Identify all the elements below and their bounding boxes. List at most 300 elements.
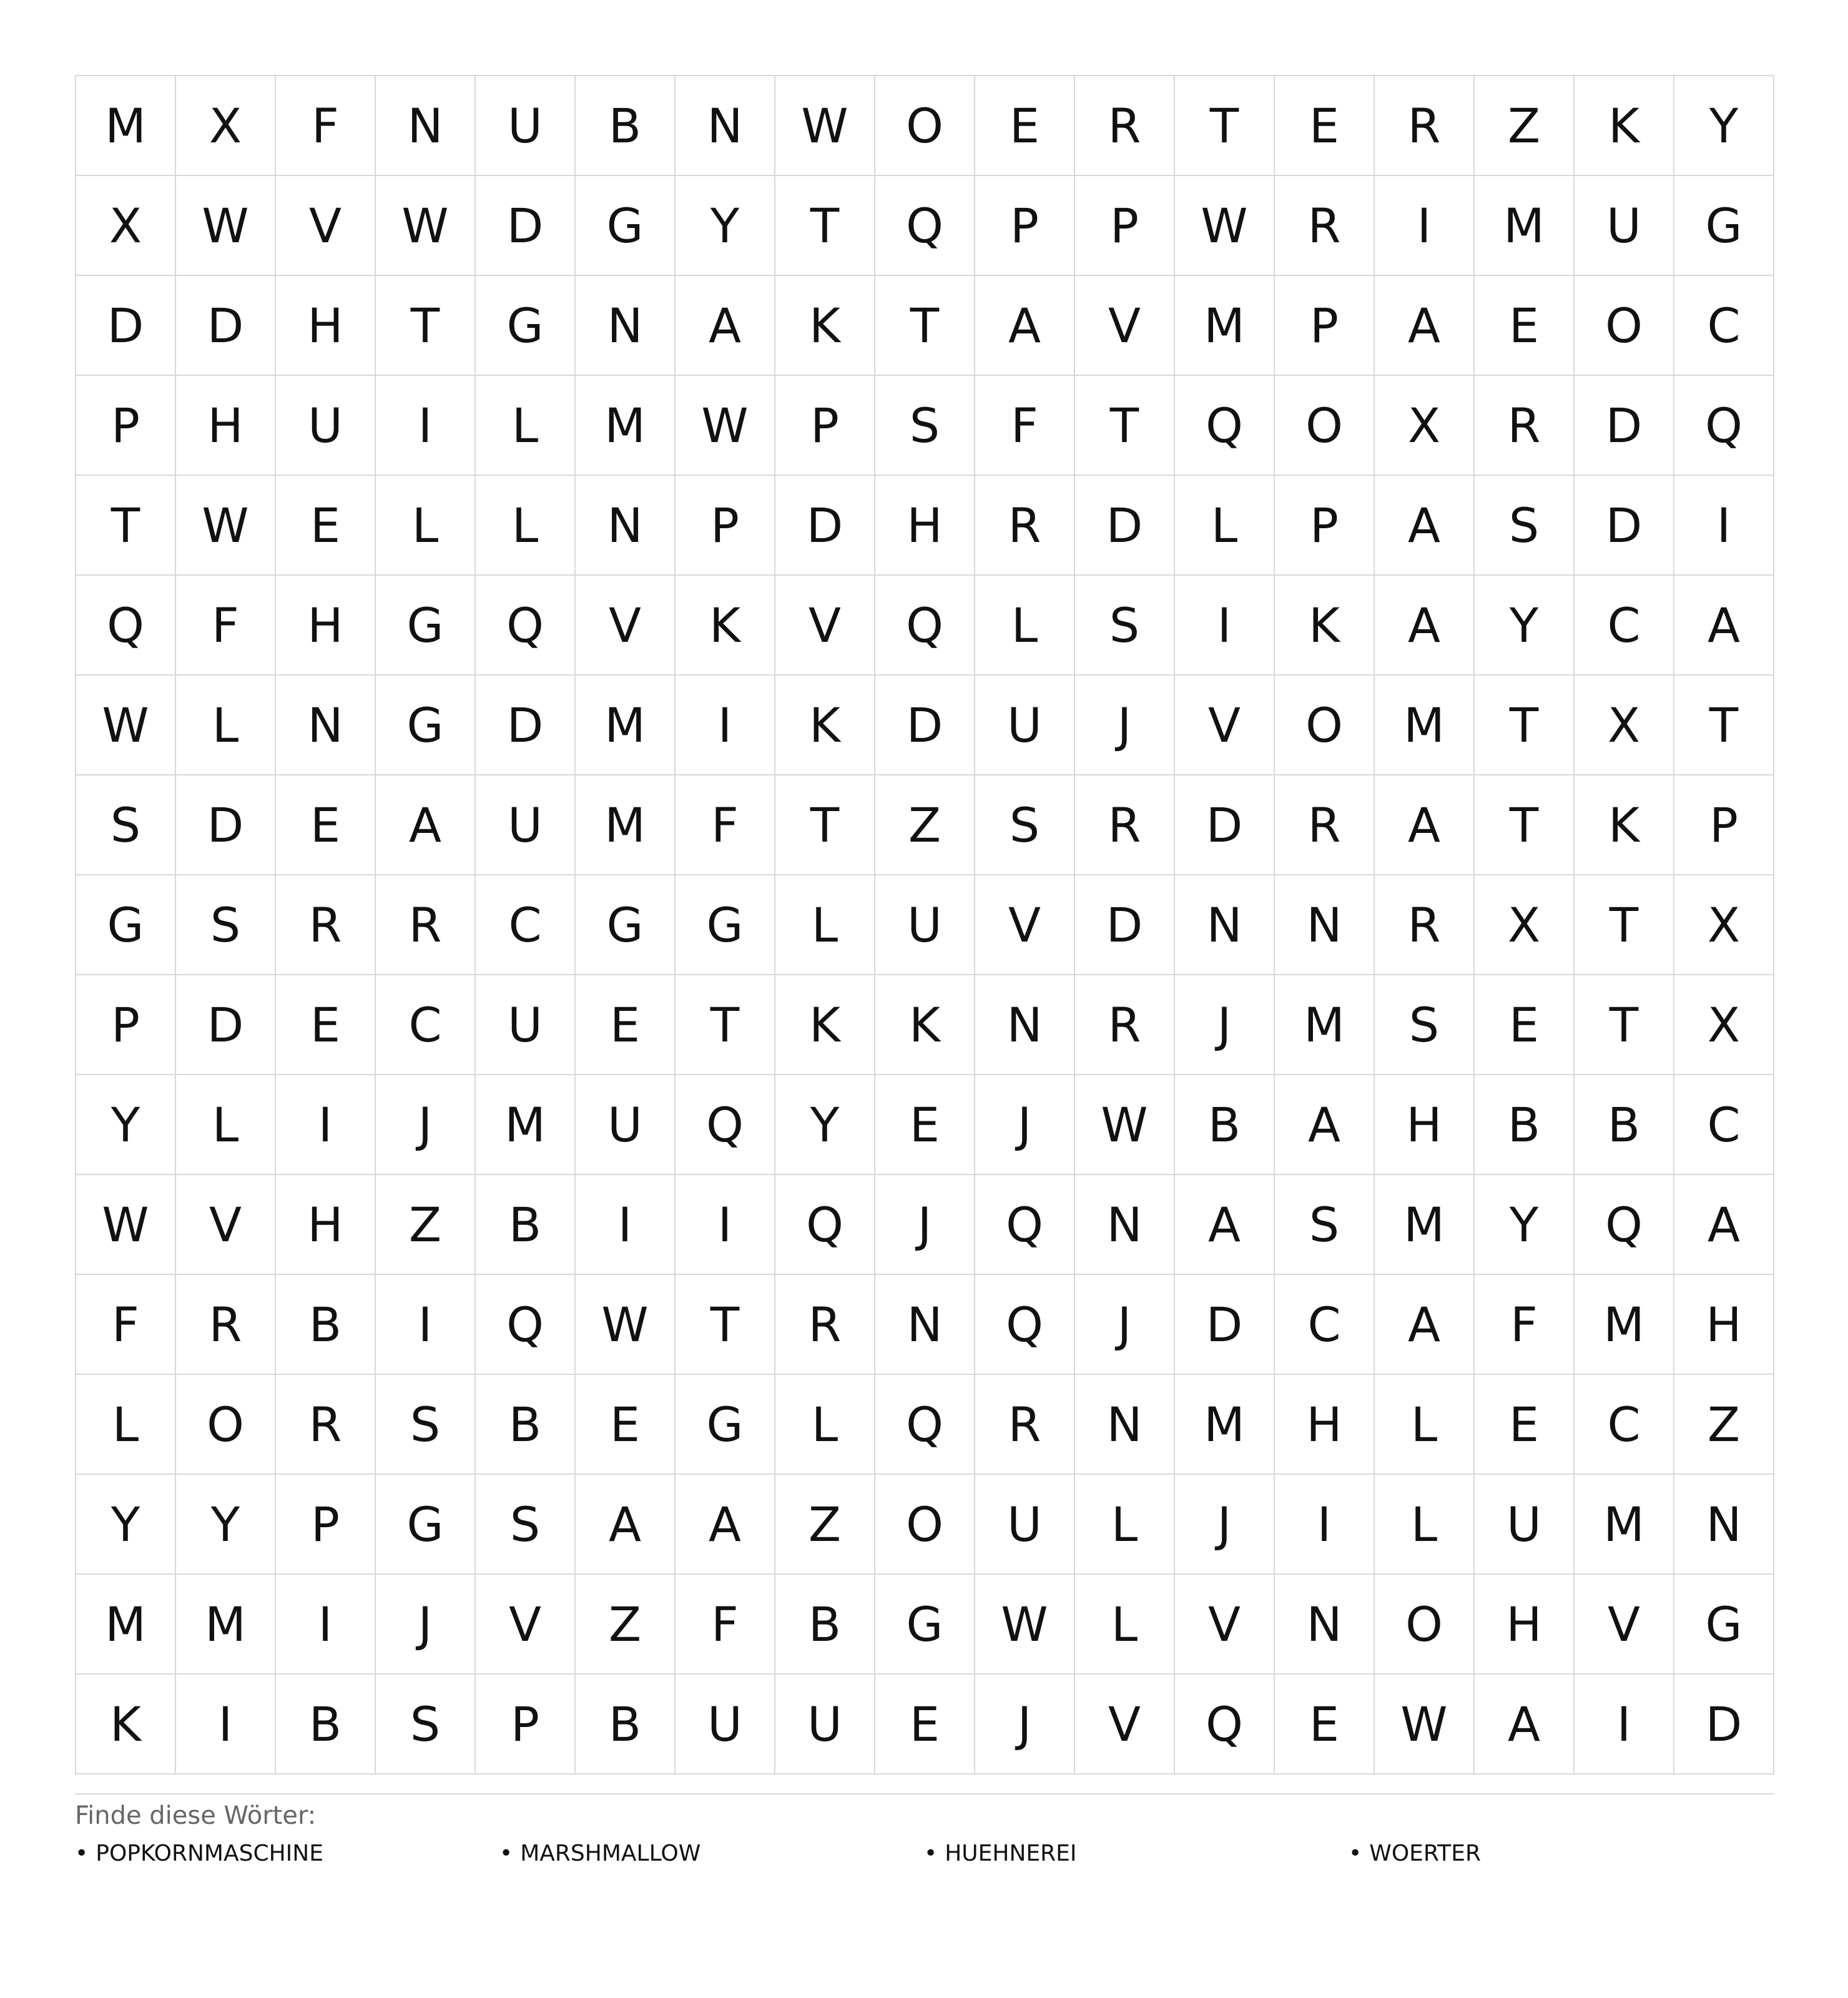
- grid-cell[interactable]: N: [676, 76, 775, 176]
- grid-cell[interactable]: C: [476, 875, 576, 975]
- grid-cell[interactable]: R: [775, 1275, 875, 1375]
- grid-cell[interactable]: A: [1375, 276, 1475, 376]
- grid-cell[interactable]: D: [176, 975, 276, 1075]
- grid-cell[interactable]: O: [1275, 676, 1375, 775]
- grid-cell[interactable]: G: [875, 1575, 975, 1675]
- grid-cell[interactable]: S: [875, 376, 975, 476]
- grid-cell[interactable]: D: [1575, 476, 1674, 576]
- grid-cell[interactable]: D: [875, 676, 975, 775]
- grid-cell[interactable]: E: [975, 76, 1075, 176]
- grid-cell[interactable]: I: [1674, 476, 1774, 576]
- grid-cell[interactable]: H: [176, 376, 276, 476]
- grid-cell[interactable]: U: [476, 975, 576, 1075]
- grid-cell[interactable]: P: [676, 476, 775, 576]
- grid-cell[interactable]: T: [1175, 76, 1275, 176]
- grid-cell[interactable]: B: [775, 1575, 875, 1675]
- grid-cell[interactable]: Q: [875, 576, 975, 676]
- grid-cell[interactable]: T: [76, 476, 176, 576]
- grid-cell[interactable]: N: [1075, 1175, 1175, 1275]
- grid-cell[interactable]: J: [1075, 676, 1175, 775]
- grid-cell[interactable]: K: [1575, 775, 1674, 875]
- grid-cell[interactable]: I: [1575, 1675, 1674, 1774]
- word-list-item: [499, 1838, 924, 1869]
- grid-cell[interactable]: V: [1575, 1575, 1674, 1675]
- grid-cell[interactable]: A: [1175, 1175, 1275, 1275]
- grid-cell[interactable]: B: [1175, 1075, 1275, 1175]
- grid-cell[interactable]: U: [476, 76, 576, 176]
- grid-cell[interactable]: V: [1175, 676, 1275, 775]
- grid-cell[interactable]: Z: [576, 1575, 676, 1675]
- grid-cell[interactable]: L: [1175, 476, 1275, 576]
- grid-cell[interactable]: E: [875, 1075, 975, 1175]
- grid-cell[interactable]: L: [176, 1075, 276, 1175]
- grid-cell[interactable]: H: [276, 576, 376, 676]
- grid-cell[interactable]: T: [1075, 376, 1175, 476]
- grid-cell[interactable]: I: [376, 1275, 476, 1375]
- grid-cell[interactable]: T: [1475, 775, 1575, 875]
- grid-cell[interactable]: G: [576, 176, 676, 276]
- grid-cell[interactable]: H: [1375, 1075, 1475, 1175]
- grid-cell[interactable]: E: [276, 775, 376, 875]
- grid-cell[interactable]: O: [1575, 276, 1674, 376]
- grid-cell[interactable]: N: [576, 476, 676, 576]
- grid-cell[interactable]: E: [576, 975, 676, 1075]
- grid-cell[interactable]: X: [176, 76, 276, 176]
- grid-cell[interactable]: T: [1674, 676, 1774, 775]
- grid-cell[interactable]: M: [576, 376, 676, 476]
- grid-cell[interactable]: Y: [775, 1075, 875, 1175]
- grid-cell[interactable]: B: [1475, 1075, 1575, 1175]
- grid-cell[interactable]: Z: [775, 1475, 875, 1575]
- grid-cell[interactable]: C: [1275, 1275, 1375, 1375]
- grid-cell[interactable]: J: [975, 1675, 1075, 1774]
- grid-cell[interactable]: R: [1075, 76, 1175, 176]
- grid-cell[interactable]: V: [1075, 276, 1175, 376]
- grid-cell[interactable]: V: [476, 1575, 576, 1675]
- grid-cell[interactable]: G: [676, 1375, 775, 1475]
- grid-cell[interactable]: U: [975, 1475, 1075, 1575]
- grid-cell[interactable]: L: [1375, 1375, 1475, 1475]
- grid-cell[interactable]: T: [1575, 975, 1674, 1075]
- grid-cell[interactable]: C: [1674, 276, 1774, 376]
- grid-cell[interactable]: I: [676, 1175, 775, 1275]
- grid-cell[interactable]: I: [276, 1075, 376, 1175]
- word-search-sheet: [75, 75, 1773, 1869]
- grid-cell[interactable]: R: [975, 1375, 1075, 1475]
- grid-cell[interactable]: A: [1375, 775, 1475, 875]
- grid-cell[interactable]: A: [676, 1475, 775, 1575]
- grid-cell[interactable]: M: [76, 76, 176, 176]
- word-list-item: [1349, 1838, 1773, 1869]
- grid-cell[interactable]: O: [1375, 1575, 1475, 1675]
- grid-cell[interactable]: W: [775, 76, 875, 176]
- grid-cell[interactable]: L: [176, 676, 276, 775]
- grid-cell[interactable]: G: [376, 1475, 476, 1575]
- grid-cell[interactable]: Q: [875, 1375, 975, 1475]
- grid-cell[interactable]: V: [1075, 1675, 1175, 1774]
- grid-cell[interactable]: A: [676, 276, 775, 376]
- grid-cell[interactable]: C: [1674, 1075, 1774, 1175]
- grid-cell[interactable]: W: [1375, 1675, 1475, 1774]
- grid-cell[interactable]: L: [376, 476, 476, 576]
- grid-cell[interactable]: R: [1275, 176, 1375, 276]
- grid-cell[interactable]: M: [1375, 676, 1475, 775]
- grid-cell[interactable]: X: [1575, 676, 1674, 775]
- grid-cell[interactable]: D: [1075, 476, 1175, 576]
- grid-cell[interactable]: D: [1674, 1675, 1774, 1774]
- grid-cell[interactable]: Q: [1175, 1675, 1275, 1774]
- grid-cell[interactable]: F: [676, 1575, 775, 1675]
- grid-cell[interactable]: P: [1275, 476, 1375, 576]
- grid-cell[interactable]: L: [476, 476, 576, 576]
- grid-cell[interactable]: H: [276, 1175, 376, 1275]
- grid-cell[interactable]: S: [376, 1675, 476, 1774]
- grid-cell[interactable]: Q: [676, 1075, 775, 1175]
- grid-cell[interactable]: O: [875, 1475, 975, 1575]
- grid-cell[interactable]: U: [775, 1675, 875, 1774]
- grid-cell[interactable]: I: [376, 376, 476, 476]
- grid-cell[interactable]: X: [1674, 975, 1774, 1075]
- grid-cell[interactable]: D: [76, 276, 176, 376]
- grid-cell[interactable]: L: [975, 576, 1075, 676]
- grid-cell[interactable]: L: [76, 1375, 176, 1475]
- grid-cell[interactable]: F: [676, 775, 775, 875]
- grid-cell[interactable]: S: [376, 1375, 476, 1475]
- grid-cell[interactable]: O: [875, 76, 975, 176]
- grid-cell[interactable]: K: [775, 676, 875, 775]
- grid-cell[interactable]: B: [1575, 1075, 1674, 1175]
- grid-cell[interactable]: N: [276, 676, 376, 775]
- grid-cell[interactable]: H: [1475, 1575, 1575, 1675]
- grid-cell[interactable]: U: [1475, 1475, 1575, 1575]
- grid-cell[interactable]: A: [576, 1475, 676, 1575]
- grid-cell[interactable]: W: [676, 376, 775, 476]
- grid-cell[interactable]: T: [676, 975, 775, 1075]
- grid-cell[interactable]: K: [875, 975, 975, 1075]
- grid-cell[interactable]: D: [1075, 875, 1175, 975]
- grid-cell[interactable]: M: [1575, 1275, 1674, 1375]
- grid-cell[interactable]: K: [775, 276, 875, 376]
- grid-cell[interactable]: U: [276, 376, 376, 476]
- grid-cell[interactable]: I: [1175, 576, 1275, 676]
- grid-cell[interactable]: Q: [975, 1275, 1075, 1375]
- grid-cell[interactable]: Y: [1475, 576, 1575, 676]
- grid-cell[interactable]: N: [1275, 875, 1375, 975]
- grid-cell[interactable]: H: [1674, 1275, 1774, 1375]
- grid-cell[interactable]: M: [1275, 975, 1375, 1075]
- grid-cell[interactable]: R: [1275, 775, 1375, 875]
- grid-cell[interactable]: G: [576, 875, 676, 975]
- grid-cell[interactable]: K: [76, 1675, 176, 1774]
- grid-cell[interactable]: W: [176, 176, 276, 276]
- grid-cell[interactable]: G: [76, 875, 176, 975]
- grid-cell[interactable]: B: [276, 1275, 376, 1375]
- grid-cell[interactable]: L: [1375, 1475, 1475, 1575]
- grid-cell[interactable]: M: [76, 1575, 176, 1675]
- grid-cell[interactable]: N: [576, 276, 676, 376]
- grid-cell[interactable]: L: [775, 1375, 875, 1475]
- grid-cell[interactable]: D: [476, 676, 576, 775]
- grid-cell[interactable]: K: [1275, 576, 1375, 676]
- grid-cell[interactable]: O: [176, 1375, 276, 1475]
- grid-cell[interactable]: R: [276, 875, 376, 975]
- grid-cell[interactable]: X: [1674, 875, 1774, 975]
- grid-cell[interactable]: L: [775, 875, 875, 975]
- grid-cell[interactable]: Q: [476, 576, 576, 676]
- grid-cell[interactable]: A: [1375, 576, 1475, 676]
- grid-cell[interactable]: A: [1674, 576, 1774, 676]
- grid-cell[interactable]: U: [1575, 176, 1674, 276]
- grid-cell[interactable]: Q: [775, 1175, 875, 1275]
- grid-cell[interactable]: A: [975, 276, 1075, 376]
- grid-cell[interactable]: S: [176, 875, 276, 975]
- grid-cell[interactable]: M: [1375, 1175, 1475, 1275]
- grid-cell[interactable]: X: [1375, 376, 1475, 476]
- grid-cell[interactable]: A: [1375, 476, 1475, 576]
- grid-cell[interactable]: W: [1075, 1075, 1175, 1175]
- grid-cell[interactable]: E: [1275, 76, 1375, 176]
- grid-cell[interactable]: B: [276, 1675, 376, 1774]
- grid-cell[interactable]: P: [476, 1675, 576, 1774]
- grid-cell[interactable]: P: [1674, 775, 1774, 875]
- grid-cell[interactable]: I: [276, 1575, 376, 1675]
- grid-cell[interactable]: F: [176, 576, 276, 676]
- grid-cell[interactable]: K: [1575, 76, 1674, 176]
- grid-cell[interactable]: E: [1475, 1375, 1575, 1475]
- grid-cell[interactable]: V: [975, 875, 1075, 975]
- grid-cell[interactable]: M: [576, 676, 676, 775]
- grid-cell[interactable]: S: [1475, 476, 1575, 576]
- grid-cell[interactable]: N: [1275, 1575, 1375, 1675]
- grid-cell[interactable]: V: [276, 176, 376, 276]
- grid-cell[interactable]: K: [775, 975, 875, 1075]
- grid-cell[interactable]: J: [1075, 1275, 1175, 1375]
- grid-cell[interactable]: A: [1275, 1075, 1375, 1175]
- grid-cell[interactable]: Z: [1674, 1375, 1774, 1475]
- grid-cell[interactable]: R: [975, 476, 1075, 576]
- grid-cell[interactable]: I: [576, 1175, 676, 1275]
- grid-cell[interactable]: R: [176, 1275, 276, 1375]
- grid-cell[interactable]: Z: [376, 1175, 476, 1275]
- grid-cell[interactable]: P: [1275, 276, 1375, 376]
- grid-cell[interactable]: U: [676, 1675, 775, 1774]
- grid-cell[interactable]: D: [775, 476, 875, 576]
- bullet: •: [75, 1841, 89, 1866]
- grid-cell[interactable]: F: [76, 1275, 176, 1375]
- grid-cell[interactable]: W: [376, 176, 476, 276]
- grid-cell[interactable]: V: [176, 1175, 276, 1275]
- grid-cell[interactable]: Q: [1575, 1175, 1674, 1275]
- grid-cell[interactable]: M: [576, 775, 676, 875]
- grid-cell[interactable]: G: [476, 276, 576, 376]
- grid-cell[interactable]: P: [276, 1475, 376, 1575]
- grid-cell[interactable]: C: [1575, 1375, 1674, 1475]
- grid-cell[interactable]: C: [376, 975, 476, 1075]
- grid-cell[interactable]: S: [1075, 576, 1175, 676]
- grid-cell[interactable]: S: [1275, 1175, 1375, 1275]
- grid-cell[interactable]: L: [1075, 1475, 1175, 1575]
- grid-cell[interactable]: G: [676, 875, 775, 975]
- grid-cell[interactable]: S: [476, 1475, 576, 1575]
- grid-cell[interactable]: S: [975, 775, 1075, 875]
- grid-cell[interactable]: N: [1075, 1375, 1175, 1475]
- grid-cell[interactable]: J: [1175, 975, 1275, 1075]
- grid-cell[interactable]: T: [1475, 676, 1575, 775]
- grid-cell[interactable]: I: [1375, 176, 1475, 276]
- grid-cell[interactable]: N: [1175, 875, 1275, 975]
- grid-cell[interactable]: E: [1475, 276, 1575, 376]
- grid-cell[interactable]: W: [76, 676, 176, 775]
- grid-cell[interactable]: T: [775, 176, 875, 276]
- grid-cell[interactable]: H: [1275, 1375, 1375, 1475]
- grid-cell[interactable]: R: [1375, 76, 1475, 176]
- grid-cell[interactable]: Z: [1475, 76, 1575, 176]
- grid-cell[interactable]: L: [476, 376, 576, 476]
- grid-cell[interactable]: Q: [875, 176, 975, 276]
- grid-cell[interactable]: W: [176, 476, 276, 576]
- grid-cell[interactable]: I: [676, 676, 775, 775]
- grid-cell[interactable]: R: [1475, 376, 1575, 476]
- divider: [75, 1793, 1774, 1794]
- grid-cell[interactable]: B: [476, 1375, 576, 1475]
- grid-cell[interactable]: V: [1175, 1575, 1275, 1675]
- grid-cell[interactable]: T: [1575, 875, 1674, 975]
- grid-cell[interactable]: B: [576, 76, 676, 176]
- grid-cell[interactable]: R: [1075, 775, 1175, 875]
- grid-cell[interactable]: S: [76, 775, 176, 875]
- grid-cell[interactable]: P: [975, 176, 1075, 276]
- grid-cell[interactable]: F: [975, 376, 1075, 476]
- grid-cell[interactable]: D: [1175, 1275, 1275, 1375]
- grid-cell[interactable]: M: [476, 1075, 576, 1175]
- grid-cell[interactable]: D: [176, 276, 276, 376]
- grid-cell[interactable]: C: [1575, 576, 1674, 676]
- grid-cell[interactable]: U: [875, 875, 975, 975]
- grid-cell[interactable]: G: [376, 676, 476, 775]
- grid-cell[interactable]: Y: [76, 1075, 176, 1175]
- grid-cell[interactable]: F: [276, 76, 376, 176]
- grid-cell[interactable]: D: [176, 775, 276, 875]
- grid-cell[interactable]: Z: [875, 775, 975, 875]
- grid-cell[interactable]: Y: [1475, 1175, 1575, 1275]
- grid-cell[interactable]: J: [376, 1575, 476, 1675]
- grid-cell[interactable]: W: [76, 1175, 176, 1275]
- grid-cell[interactable]: U: [975, 676, 1075, 775]
- grid-cell[interactable]: G: [1674, 1575, 1774, 1675]
- grid-cell[interactable]: N: [1674, 1475, 1774, 1575]
- bullet: •: [924, 1841, 938, 1866]
- grid-cell[interactable]: J: [376, 1075, 476, 1175]
- grid-cell[interactable]: E: [875, 1675, 975, 1774]
- grid-cell[interactable]: H: [875, 476, 975, 576]
- grid-cell[interactable]: A: [1475, 1675, 1575, 1774]
- grid-cell[interactable]: J: [1175, 1475, 1275, 1575]
- grid-cell[interactable]: W: [576, 1275, 676, 1375]
- grid-cell[interactable]: M: [1475, 176, 1575, 276]
- grid-cell[interactable]: M: [1175, 276, 1275, 376]
- grid-cell[interactable]: T: [376, 276, 476, 376]
- grid-cell[interactable]: W: [975, 1575, 1075, 1675]
- bullet: •: [1349, 1841, 1362, 1866]
- grid-cell[interactable]: Q: [476, 1275, 576, 1375]
- grid-cell[interactable]: S: [1375, 975, 1475, 1075]
- grid-cell[interactable]: J: [875, 1175, 975, 1275]
- grid-cell[interactable]: Y: [1674, 76, 1774, 176]
- word-list-item: [924, 1838, 1349, 1869]
- word-label: HUEHNEREI: [945, 1841, 1077, 1866]
- grid-cell[interactable]: B: [476, 1175, 576, 1275]
- grid-cell[interactable]: Q: [76, 576, 176, 676]
- grid-cell[interactable]: J: [975, 1075, 1075, 1175]
- grid-cell[interactable]: E: [276, 975, 376, 1075]
- grid-cell[interactable]: U: [476, 775, 576, 875]
- grid-cell[interactable]: V: [775, 576, 875, 676]
- grid-cell[interactable]: K: [676, 576, 775, 676]
- grid-cell[interactable]: H: [276, 276, 376, 376]
- grid-cell[interactable]: P: [76, 975, 176, 1075]
- grid-cell[interactable]: V: [576, 576, 676, 676]
- grid-cell[interactable]: M: [176, 1575, 276, 1675]
- grid-cell[interactable]: Y: [676, 176, 775, 276]
- grid-cell[interactable]: M: [1175, 1375, 1275, 1475]
- grid-cell[interactable]: L: [1075, 1575, 1175, 1675]
- grid-cell[interactable]: I: [1275, 1475, 1375, 1575]
- grid-cell[interactable]: P: [76, 376, 176, 476]
- grid-cell[interactable]: X: [1475, 875, 1575, 975]
- grid-cell[interactable]: W: [1175, 176, 1275, 276]
- grid-cell[interactable]: D: [476, 176, 576, 276]
- grid-cell[interactable]: G: [376, 576, 476, 676]
- letter-grid: [75, 75, 1774, 1774]
- grid-cell[interactable]: R: [376, 875, 476, 975]
- grid-cell[interactable]: N: [975, 975, 1075, 1075]
- grid-cell[interactable]: E: [276, 476, 376, 576]
- grid-cell[interactable]: F: [1475, 1275, 1575, 1375]
- grid-cell[interactable]: Y: [76, 1475, 176, 1575]
- grid-cell[interactable]: T: [775, 775, 875, 875]
- grid-cell[interactable]: A: [1375, 1275, 1475, 1375]
- grid-cell[interactable]: B: [576, 1675, 676, 1774]
- grid-cell[interactable]: T: [875, 276, 975, 376]
- grid-cell[interactable]: N: [376, 76, 476, 176]
- grid-cell[interactable]: Q: [975, 1175, 1075, 1275]
- grid-cell[interactable]: Y: [176, 1475, 276, 1575]
- grid-cell[interactable]: E: [1275, 1675, 1375, 1774]
- grid-cell[interactable]: E: [1475, 975, 1575, 1075]
- grid-cell[interactable]: N: [875, 1275, 975, 1375]
- grid-cell[interactable]: D: [1175, 775, 1275, 875]
- grid-cell[interactable]: T: [676, 1275, 775, 1375]
- grid-cell[interactable]: A: [1674, 1175, 1774, 1275]
- grid-cell[interactable]: P: [775, 376, 875, 476]
- grid-cell[interactable]: E: [576, 1375, 676, 1475]
- grid-cell[interactable]: G: [1674, 176, 1774, 276]
- grid-cell[interactable]: M: [1575, 1475, 1674, 1575]
- grid-cell[interactable]: P: [1075, 176, 1175, 276]
- grid-cell[interactable]: R: [276, 1375, 376, 1475]
- grid-cell[interactable]: D: [1575, 376, 1674, 476]
- grid-cell[interactable]: I: [176, 1675, 276, 1774]
- bullet: •: [499, 1841, 513, 1866]
- grid-cell[interactable]: O: [1275, 376, 1375, 476]
- grid-cell[interactable]: X: [76, 176, 176, 276]
- grid-cell[interactable]: Q: [1175, 376, 1275, 476]
- grid-cell[interactable]: U: [576, 1075, 676, 1175]
- grid-cell[interactable]: R: [1375, 875, 1475, 975]
- grid-cell[interactable]: Q: [1674, 376, 1774, 476]
- grid-cell[interactable]: R: [1075, 975, 1175, 1075]
- grid-cell[interactable]: A: [376, 775, 476, 875]
